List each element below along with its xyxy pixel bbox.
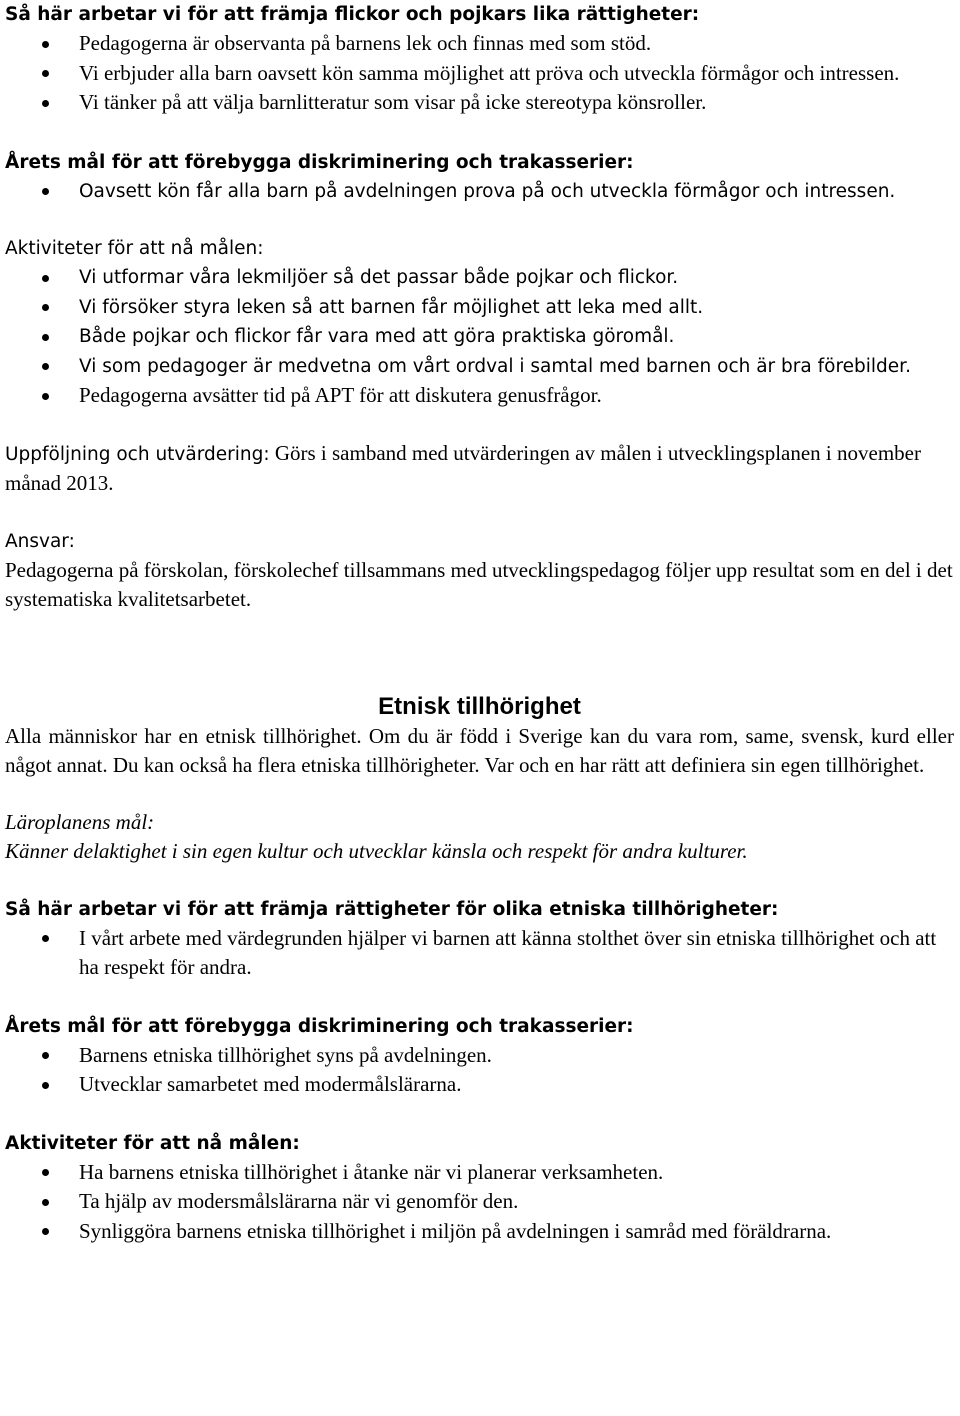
list-ethnic-practices <box>5 924 954 983</box>
bullet-icon <box>42 188 49 195</box>
list-item: Både pojkar och flickor får vara med att göra praktiska göromål. <box>5 322 954 352</box>
list-activities-2 <box>5 1158 954 1247</box>
bullet-icon <box>42 363 49 370</box>
bullet-icon <box>42 70 49 77</box>
list-item: Synliggöra barnens etniska tillhörighet i miljön på avdelningen i samråd med föräldrarna. <box>5 1217 954 1247</box>
list-item: Vi erbjuder alla barn oavsett kön samma möjlighet att pröva och utveckla förmågor och intressen. <box>5 59 954 89</box>
list-item: Ta hjälp av modersmålslärarna när vi genomför den. <box>5 1187 954 1217</box>
list-item: Utvecklar samarbetet med modermålslärarna. <box>5 1070 954 1100</box>
list-activities <box>5 263 954 411</box>
heading-yearly-goal-2: Årets mål för att förebygga diskriminering och trakasserier: <box>5 1015 634 1037</box>
bullet-icon <box>42 1082 49 1089</box>
list-item: Barnens etniska tillhörighet syns på avdelningen. <box>5 1041 954 1071</box>
bullet-icon <box>42 41 49 48</box>
curriculum-label: Läroplanens mål: <box>5 809 155 834</box>
bullet-icon <box>42 1169 49 1176</box>
list-item: Oavsett kön får alla barn på avdelningen prova på och utveckla förmågor och intressen. <box>5 177 954 207</box>
bullet-icon <box>42 393 49 400</box>
curriculum-text: Känner delaktighet i sin egen kultur och utvecklar känsla och respekt för andra kulturer. <box>5 838 748 863</box>
list-item: Vi som pedagoger är medvetna om vårt ordval i samtal med barnen och är bra förebilder. <box>5 352 954 382</box>
intro-paragraph: Alla människor har en etnisk tillhörighet. Om du är född i Sverige kan du vara rom, same, svensk, kurd eller något annat. Du kan också ha flera etniska tillhörigheter. Var och en har rätt att definiera sin egen tillhörighet. <box>5 723 954 777</box>
responsibility-text: Pedagogerna på förskolan, förskolechef tillsammans med utvecklingspedagog följer upp resultat som en del i det systematiska kvalitetsarbetet. <box>5 557 953 611</box>
list-yearly-goals <box>5 177 954 207</box>
followup-paragraph <box>5 439 954 498</box>
heading-activities: Aktiviteter för att nå målen: <box>5 238 264 259</box>
bullet-icon <box>42 935 49 942</box>
list-item: I vårt arbete med värdegrunden hjälper vi barnen att känna stolthet över sin etniska tillhörighet och att ha respekt för andra. <box>5 924 954 983</box>
list-item: Vi utformar våra lekmiljöer så det passar både pojkar och flickor. <box>5 263 954 293</box>
responsibility-label: Ansvar: <box>5 530 75 552</box>
followup-text: Görs i samband med utvärderingen av målen i utvecklingsplanen i november månad 2013. <box>5 440 921 495</box>
list-item: Vi försöker styra leken så att barnen får möjlighet att leka med allt. <box>5 293 954 323</box>
bullet-icon <box>42 334 49 341</box>
heading-yearly-goal: Årets mål för att förebygga diskriminering och trakasserier: <box>5 151 634 173</box>
list-item: Ha barnens etniska tillhörighet i åtanke när vi planerar verksamheten. <box>5 1158 954 1188</box>
list-item: Vi tänker på att välja barnlitteratur som visar på icke stereotypa könsroller. <box>5 88 954 118</box>
bullet-icon <box>42 275 49 282</box>
bullet-icon <box>42 1228 49 1235</box>
followup-label: Uppföljning och utvärdering: <box>5 443 270 465</box>
bullet-icon <box>42 304 49 311</box>
bullet-icon <box>42 1052 49 1059</box>
list-yearly-goals-2 <box>5 1041 954 1100</box>
heading-gender-equality: Så här arbetar vi för att främja flickor och pojkars lika rättigheter: <box>5 4 700 25</box>
heading-ethnic-rights: Så här arbetar vi för att främja rättigheter för olika etniska tillhörigheter: <box>5 898 779 920</box>
section-title: Etnisk tillhörighet <box>378 692 581 720</box>
list-gender-practices <box>5 29 954 118</box>
list-item: Pedagogerna är observanta på barnens lek och finnas med som stöd. <box>5 29 954 59</box>
bullet-icon <box>42 100 49 107</box>
list-item: Pedagogerna avsätter tid på APT för att diskutera genusfrågor. <box>5 381 954 411</box>
bullet-icon <box>42 1199 49 1206</box>
heading-activities-2: Aktiviteter för att nå målen: <box>5 1132 300 1154</box>
